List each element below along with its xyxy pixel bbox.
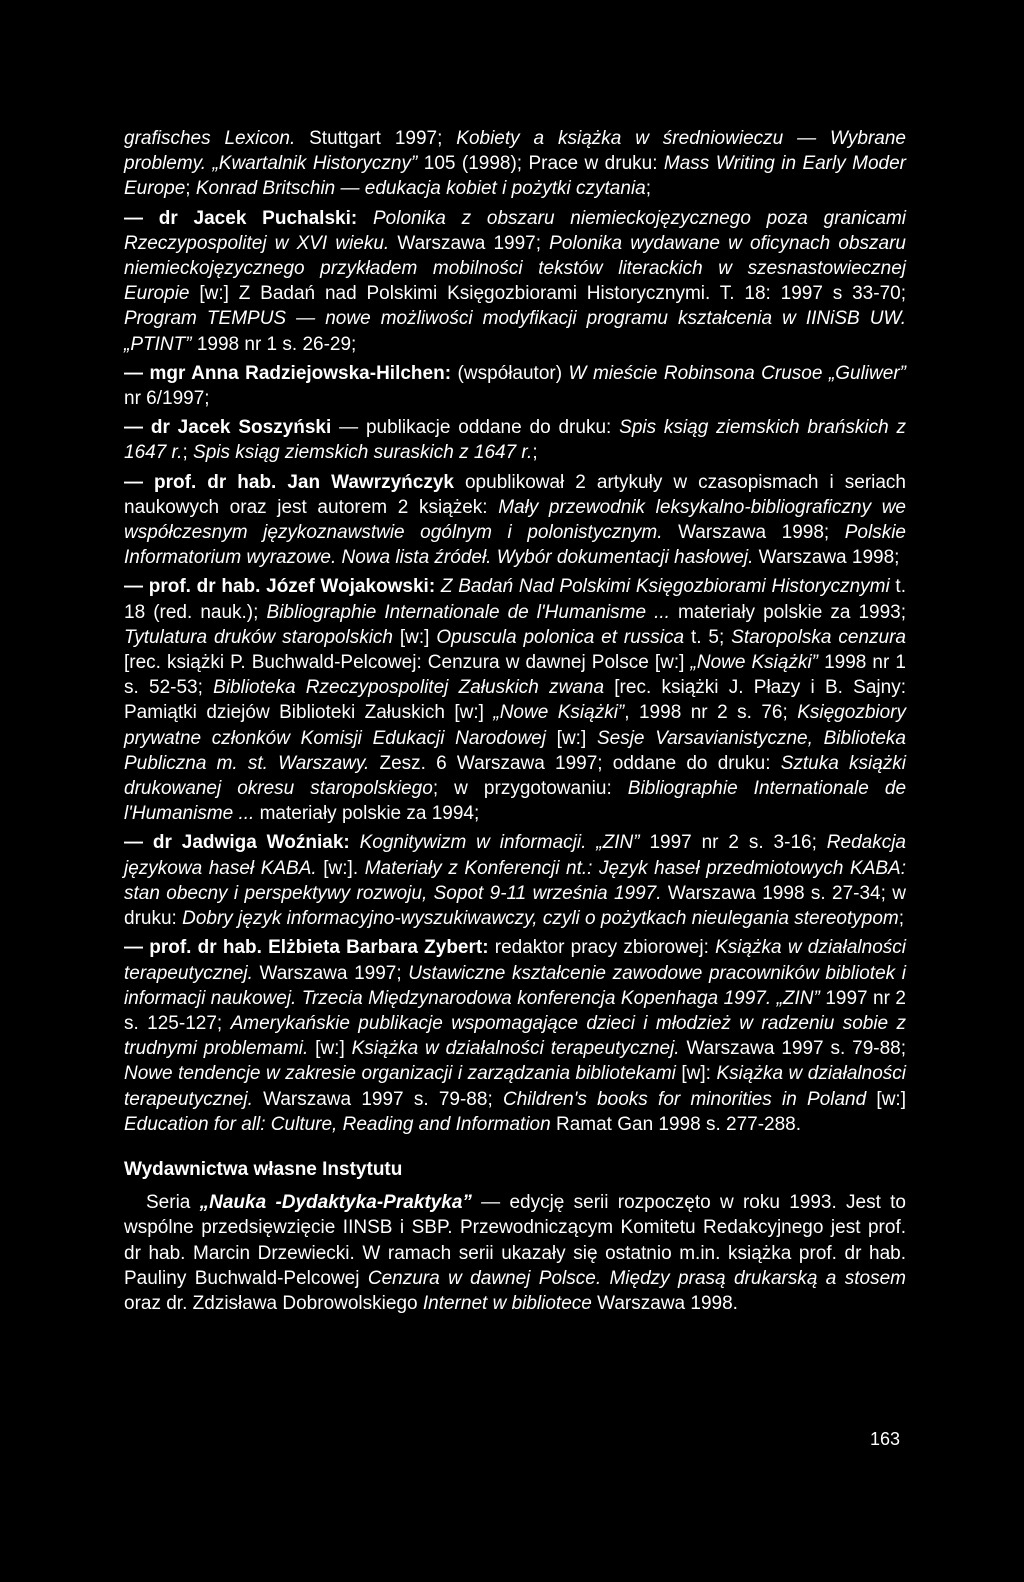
publication-entry — [124, 126, 906, 202]
document-page — [124, 126, 906, 1316]
italic-title: Dobry język informacyjno-wyszukiwawczy, czyli o pożytkach nieulegania stereotypom — [182, 908, 899, 930]
publication-entry — [124, 935, 906, 1137]
text-span: Warszawa 1998; — [753, 547, 900, 569]
italic-title: Staropolska cenzura — [731, 626, 906, 648]
italic-title: Spis ksiąg ziemskich brańskich z 1647 r. — [124, 417, 907, 464]
italic-title: grafisches Lexicon. — [124, 128, 296, 149]
text-span: 105 (1998); Prace w druku: — [417, 153, 664, 175]
text-span: [w:] — [392, 626, 437, 648]
publication-entry — [124, 830, 906, 931]
text-span: — edycję serii rozpoczęto w roku 1993. Jest to wspólne przedsięwzięcie IINSB i SBP. Przewodniczącym Komitetu Redakcyjnego jest prof. dr hab. Marcin Drzewiecki. W ramach serii ukazały się ostatnio m.in. książka prof. dr hab. Pauliny Buchwald-Pelcowej — [124, 1192, 906, 1289]
publication-entry — [124, 574, 906, 826]
text-span: opublikował 2 artykuły w czasopismach i seriach naukowych oraz jest autorem 2 książek: — [124, 471, 907, 518]
italic-title: Biblioteka Rzeczypospolitej Załuskich zwana — [213, 677, 605, 699]
text-span: Seria — [146, 1192, 200, 1214]
text-span: Warszawa 1998 s. 27-34; w druku: — [124, 882, 906, 930]
text-span: Warszawa 1997; — [252, 962, 409, 984]
italic-title: „PTINT” — [124, 333, 192, 355]
italic-title: Ustawiczne kształcenie zawodowe pracowników bibliotek i informacji naukowej. Trzecia Międzynarodowa konferencja Kopenhaga 1997. — [124, 962, 906, 1009]
italic-title: Polonika wydawane w oficynach obszaru niemieckojęzycznego przykładem mobilności tekstów literackich w szesnastowiecznej Europie — [124, 232, 906, 305]
text-span — [586, 832, 596, 853]
italic-title: Internet w bibliotece — [422, 1292, 592, 1314]
italic-title: Polskie Informatorium wyrazowe. Nowa lista źródeł. Wybór dokumentacji hasłowej. — [124, 522, 906, 569]
text-span: [rec. książki P. Buchwald-Pelcowej: Cenzura w dawnej Polsce [w:] — [124, 652, 691, 674]
text-span: , 1998 nr 2 s. 76; — [624, 702, 798, 724]
italic-title: Mass Writing in Early Moder Europe — [124, 153, 907, 200]
text-span: [w:] Z Badań nad Polskimi Księgozbiorami Historycznymi. T. 18: 1997 s 33-70; — [189, 283, 906, 305]
text-span: Zesz. 6 Warszawa 1997; oddane do druku: — [369, 752, 781, 774]
publication-entry — [124, 361, 906, 411]
italic-title: Mały przewodnik leksykalno-bibliograficzny we współczesnym językoznawstwie ogólnym i polonistycznym. — [124, 496, 906, 544]
author-name: — dr Jacek Puchalski: — [124, 207, 358, 229]
text-span — [357, 208, 373, 229]
text-span: ; — [182, 442, 194, 464]
italic-title: Sztuka książki drukowanej okresu staropolskiego — [124, 752, 906, 800]
italic-title: Redakcja językowa haseł KABA. — [124, 832, 906, 879]
text-span: t. 18 (red. nauk.); — [124, 576, 906, 623]
series-paragraph — [124, 1190, 906, 1316]
italic-title: Książka w działalności terapeutycznej. — [351, 1038, 680, 1060]
text-span: [w]: — [675, 1063, 717, 1085]
text-span: Warszawa 1997 s. 79-88; — [679, 1038, 906, 1060]
author-name: — mgr Anna Radziejowska-Hilchen: — [124, 362, 452, 384]
publication-entry — [124, 470, 906, 571]
italic-title: „ZIN” — [776, 987, 820, 1009]
text-span: 1997 nr 2 s. 125-127; — [124, 987, 906, 1034]
italic-title: Children's books for minorities in Poland — [502, 1088, 867, 1110]
italic-title: „ZIN” — [596, 832, 640, 854]
italic-title: Education for all: Culture, Reading and Information — [124, 1113, 551, 1135]
text-span: (współautor) — [451, 362, 569, 384]
publication-entry — [124, 415, 906, 465]
italic-title: „Kwartalnik Historyczny” — [212, 153, 418, 175]
text-span: oraz dr. Zdzisława Dobrowolskiego — [124, 1292, 423, 1314]
author-name: — prof. dr hab. Jan Wawrzyńczyk — [124, 471, 454, 493]
text-span: [w:]. — [316, 857, 365, 879]
author-name: — dr Jadwiga Woźniak: — [124, 832, 350, 854]
page-number: 163 — [870, 1429, 901, 1449]
publication-entry — [124, 206, 906, 357]
italic-title: Materiały z Konferencji nt.: Język haseł przedmiotowych KABA: stan obecny i perspektywy rozwoju, Sopot 9-11 września 1997. — [124, 857, 906, 904]
author-name: — prof. dr hab. Józef Wojakowski: — [124, 576, 436, 598]
text-span: Ramat Gan 1998 s. 277-288. — [550, 1113, 802, 1135]
text-span: Stuttgart 1997; — [295, 128, 457, 149]
text-span: materiały polskie za 1994; — [254, 803, 480, 825]
text-span: 1998 nr 1 s. 52-53; — [124, 652, 906, 699]
italic-title: Cenzura w dawnej Polsce. Między prasą drukarską a stosem — [367, 1267, 906, 1289]
bold-text — [200, 1192, 472, 1213]
italic-title: Książka w działalności terapeutycznej. — [124, 937, 906, 984]
staff-publications-list — [124, 126, 906, 1137]
text-span: Warszawa 1997 s. 79-88; — [252, 1088, 503, 1110]
bold-italic-text: „Nauka -Dydaktyka-Praktyka” — [199, 1192, 472, 1214]
italic-title: Nowe tendencje w zakresie organizacji i zarządzania bibliotekami — [124, 1063, 676, 1085]
text-span: ; — [185, 178, 196, 200]
text-span: [w:] — [545, 727, 597, 749]
italic-title: W mieście Robinsona Crusoe „Guliwer” — [568, 362, 906, 384]
italic-title: Kobiety a książka w średniowieczu — Wybrane problemy. — [124, 128, 906, 175]
text-span: — publikacje oddane do druku: — [331, 417, 620, 439]
text-span: [w:] — [866, 1088, 906, 1110]
italic-title: Kognitywizm w informacji. — [359, 832, 587, 854]
text-span — [350, 832, 360, 853]
text-span: redaktor pracy zbiorowej: — [488, 937, 716, 959]
italic-title: Opuscula polonica et russica — [436, 626, 685, 648]
italic-title: Program TEMPUS — nowe możliwości modyfikacji programu kształcenia w IINiSB UW. — [124, 308, 906, 330]
text-span: Warszawa 1997; — [389, 232, 550, 254]
text-span: Warszawa 1998. — [591, 1292, 738, 1314]
text-span: 1997 nr 2 s. 3-16; — [639, 832, 827, 854]
author-name: — prof. dr hab. Elżbieta Barbara Zybert: — [124, 937, 489, 959]
text-span: t. 5; — [684, 626, 732, 648]
text-span: ; — [898, 908, 905, 930]
text-span: [rec. książki J. Płazy i B. Sajny: Pamiątki dziejów Biblioteki Załuskich [w:] — [124, 677, 906, 724]
text-span: ; — [645, 178, 652, 200]
italic-title: Z Badań Nad Polskimi Księgozbiorami Historycznymi — [440, 576, 890, 598]
italic-title: Bibliographie Internationale de l'Humanisme ... — [266, 601, 670, 623]
italic-title: Amerykańskie publikacje wspomagające dzieci i młodzież w radzeniu sobie z trudnymi problemami. — [124, 1012, 907, 1060]
text-span: [w:] — [308, 1038, 352, 1060]
italic-title: Bibliographie Internationale de l'Humanisme ... — [124, 778, 907, 825]
text-span: nr 6/1997; — [124, 388, 210, 410]
italic-title: Spis ksiąg ziemskich suraskich z 1647 r. — [193, 442, 533, 464]
italic-title: Tytulatura druków staropolskich — [124, 626, 393, 648]
text-span: ; — [532, 442, 538, 464]
italic-title: Książka w działalności terapeutycznej. — [124, 1063, 906, 1110]
section-heading: Wydawnictwa własne Instytutu — [124, 1158, 403, 1180]
text-span: materiały polskie za 1993; — [669, 601, 907, 623]
italic-title: „Nowe Książki” — [493, 702, 625, 724]
text-span: 1998 nr 1 s. 26-29; — [191, 333, 357, 355]
author-name: — dr Jacek Soszyński — [124, 417, 332, 439]
italic-title: Konrad Britschin — edukacja kobiet i pożytki czytania — [195, 178, 646, 200]
italic-title: Polonika z obszaru niemieckojęzycznego poza granicami Rzeczypospolitej w XVI wieku. — [124, 207, 906, 254]
text-span: ; w przygotowaniu: — [432, 778, 628, 800]
italic-title: „Nowe Książki” — [690, 652, 819, 674]
italic-title: Księgozbiory prywatne członków Komisji Edukacji Narodowej — [124, 702, 906, 749]
text-span: Warszawa 1998; — [662, 522, 845, 544]
italic-title: Sesje Varsavianistyczne, Biblioteka Publiczna m. st. Warszawy. — [124, 727, 906, 774]
